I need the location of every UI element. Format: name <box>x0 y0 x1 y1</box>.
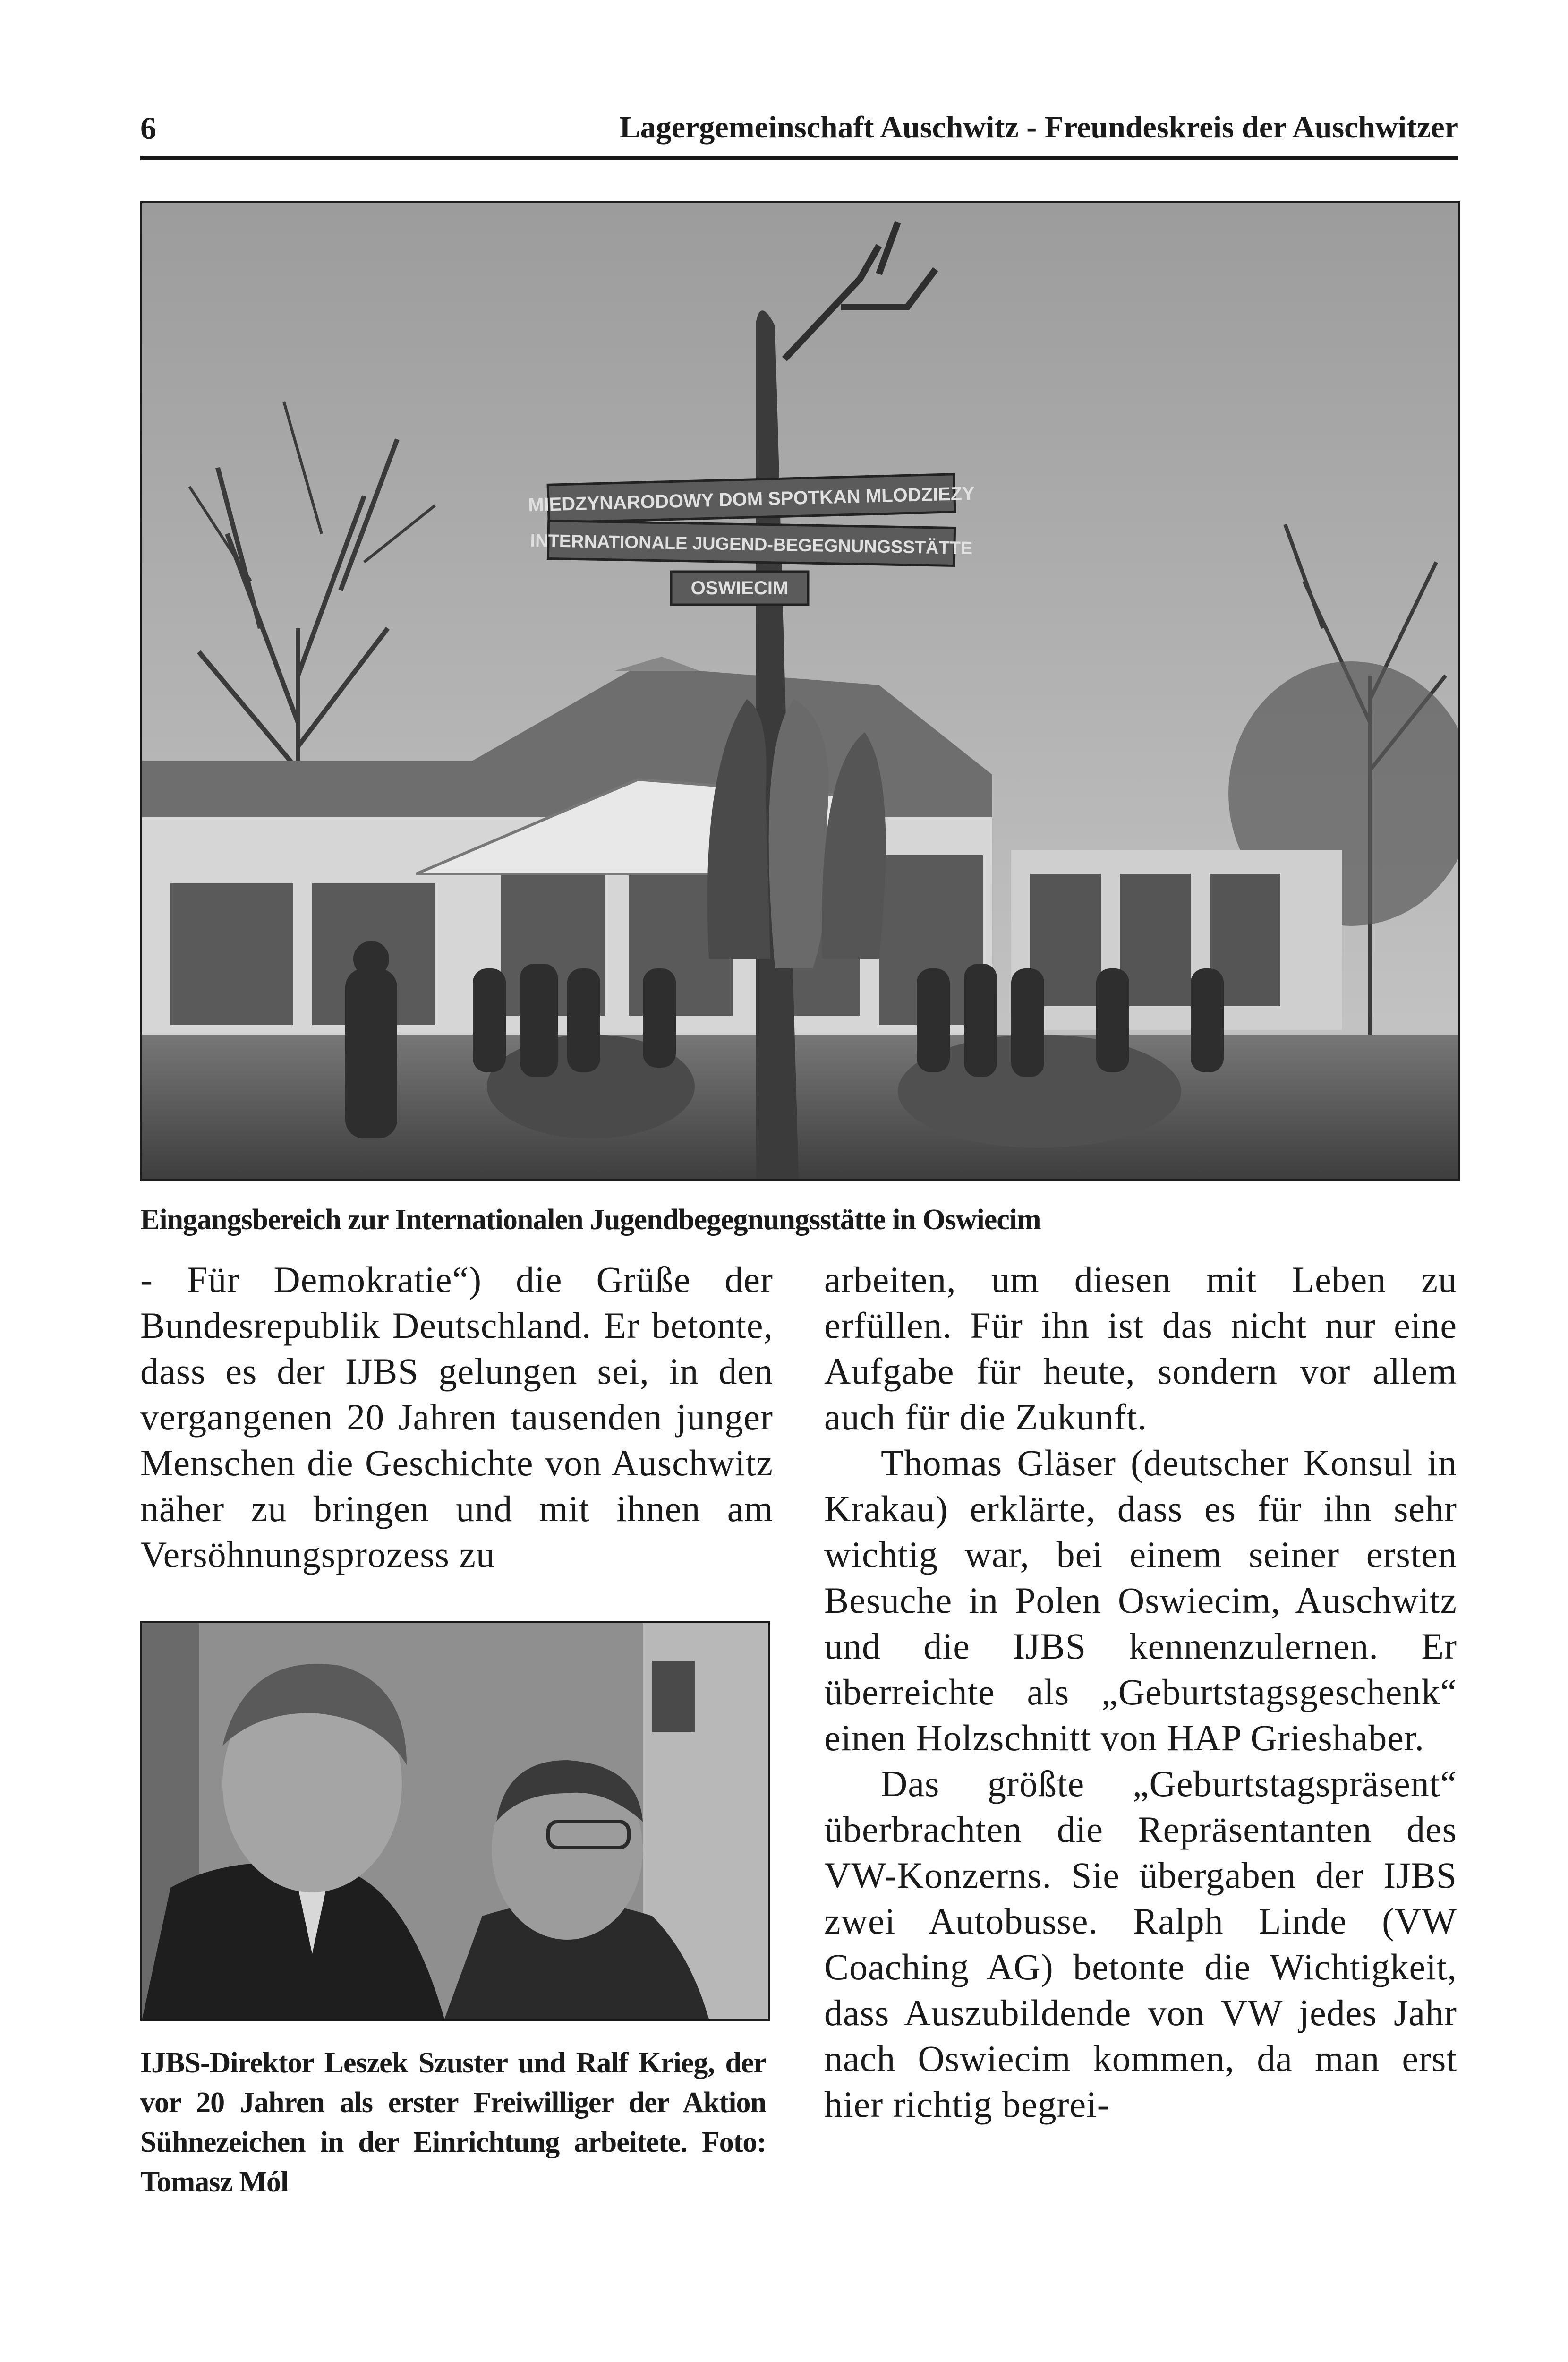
header-rule <box>140 156 1458 160</box>
sign-town-name: OSWIECIM <box>690 578 789 599</box>
paragraph: arbeiten, um diesen mit Leben zu erfüllen. Für ihn ist das nicht nur eine Aufgabe für heute, sondern vor allem auch für die Zukunft. <box>824 1259 1457 1438</box>
article-left-column <box>140 1257 773 1577</box>
page-number: 6 <box>140 110 156 146</box>
entrance-photo-caption: Eingangsbereich zur Internationalen Jugendbegegnungsstätte in Oswiecim <box>140 1204 1041 1236</box>
running-header-title: Lagergemeinschaft Auschwitz - Freundeskreis der Auschwitzer <box>619 110 1458 145</box>
sign-polish-name: MIEDZYNARODOWY DOM SPOTKAN MLODZIEZY <box>528 483 975 516</box>
article-right-column <box>824 1257 1457 2127</box>
portrait-photo <box>140 1621 770 2021</box>
sign-german-name: INTERNATIONALE JUGEND-BEGEGNUNGSSTÄTTE <box>530 531 973 559</box>
paragraph: - Für Demokratie“) die Grüße der Bundesrepublik Deutschland. Er betonte, dass es der IJBS gelungen sei, in den vergangenen 20 Jahren tausenden junger Menschen die Geschichte von Auschwitz näher zu bringen und mit ihnen am Versöhnungsprozess zu <box>140 1259 773 1575</box>
entrance-photo <box>140 201 1460 1181</box>
paragraph: Das größte „Geburtstagspräsent“ überbrachten die Repräsentanten des VW-Konzerns. Sie übergaben der IJBS zwei Autobusse. Ralph Linde (VW Coaching AG) betonte die Wichtigkeit, dass Auszubildende von VW jedes Jahr nach Oswiecim kommen, da man erst hier richtig begrei- <box>824 1763 1457 2125</box>
paragraph: Thomas Gläser (deutscher Konsul in Krakau) erklärte, dass es für ihn sehr wichtig war, bei einem seiner ersten Besuche in Polen Oswiecim, Auschwitz und die IJBS kennenzulernen. Er überreichte als „Geburtstagsgeschenk“ einen Holzschnitt von HAP Grieshaber. <box>824 1442 1457 1758</box>
portrait-photo-caption: IJBS-Direktor Leszek Szuster und Ralf Krieg, der vor 20 Jahren als erster Freiwilliger der Aktion Sühnezeichen in der Einrichtung arbeitete. Foto: Tomasz Mól <box>140 2047 766 2198</box>
